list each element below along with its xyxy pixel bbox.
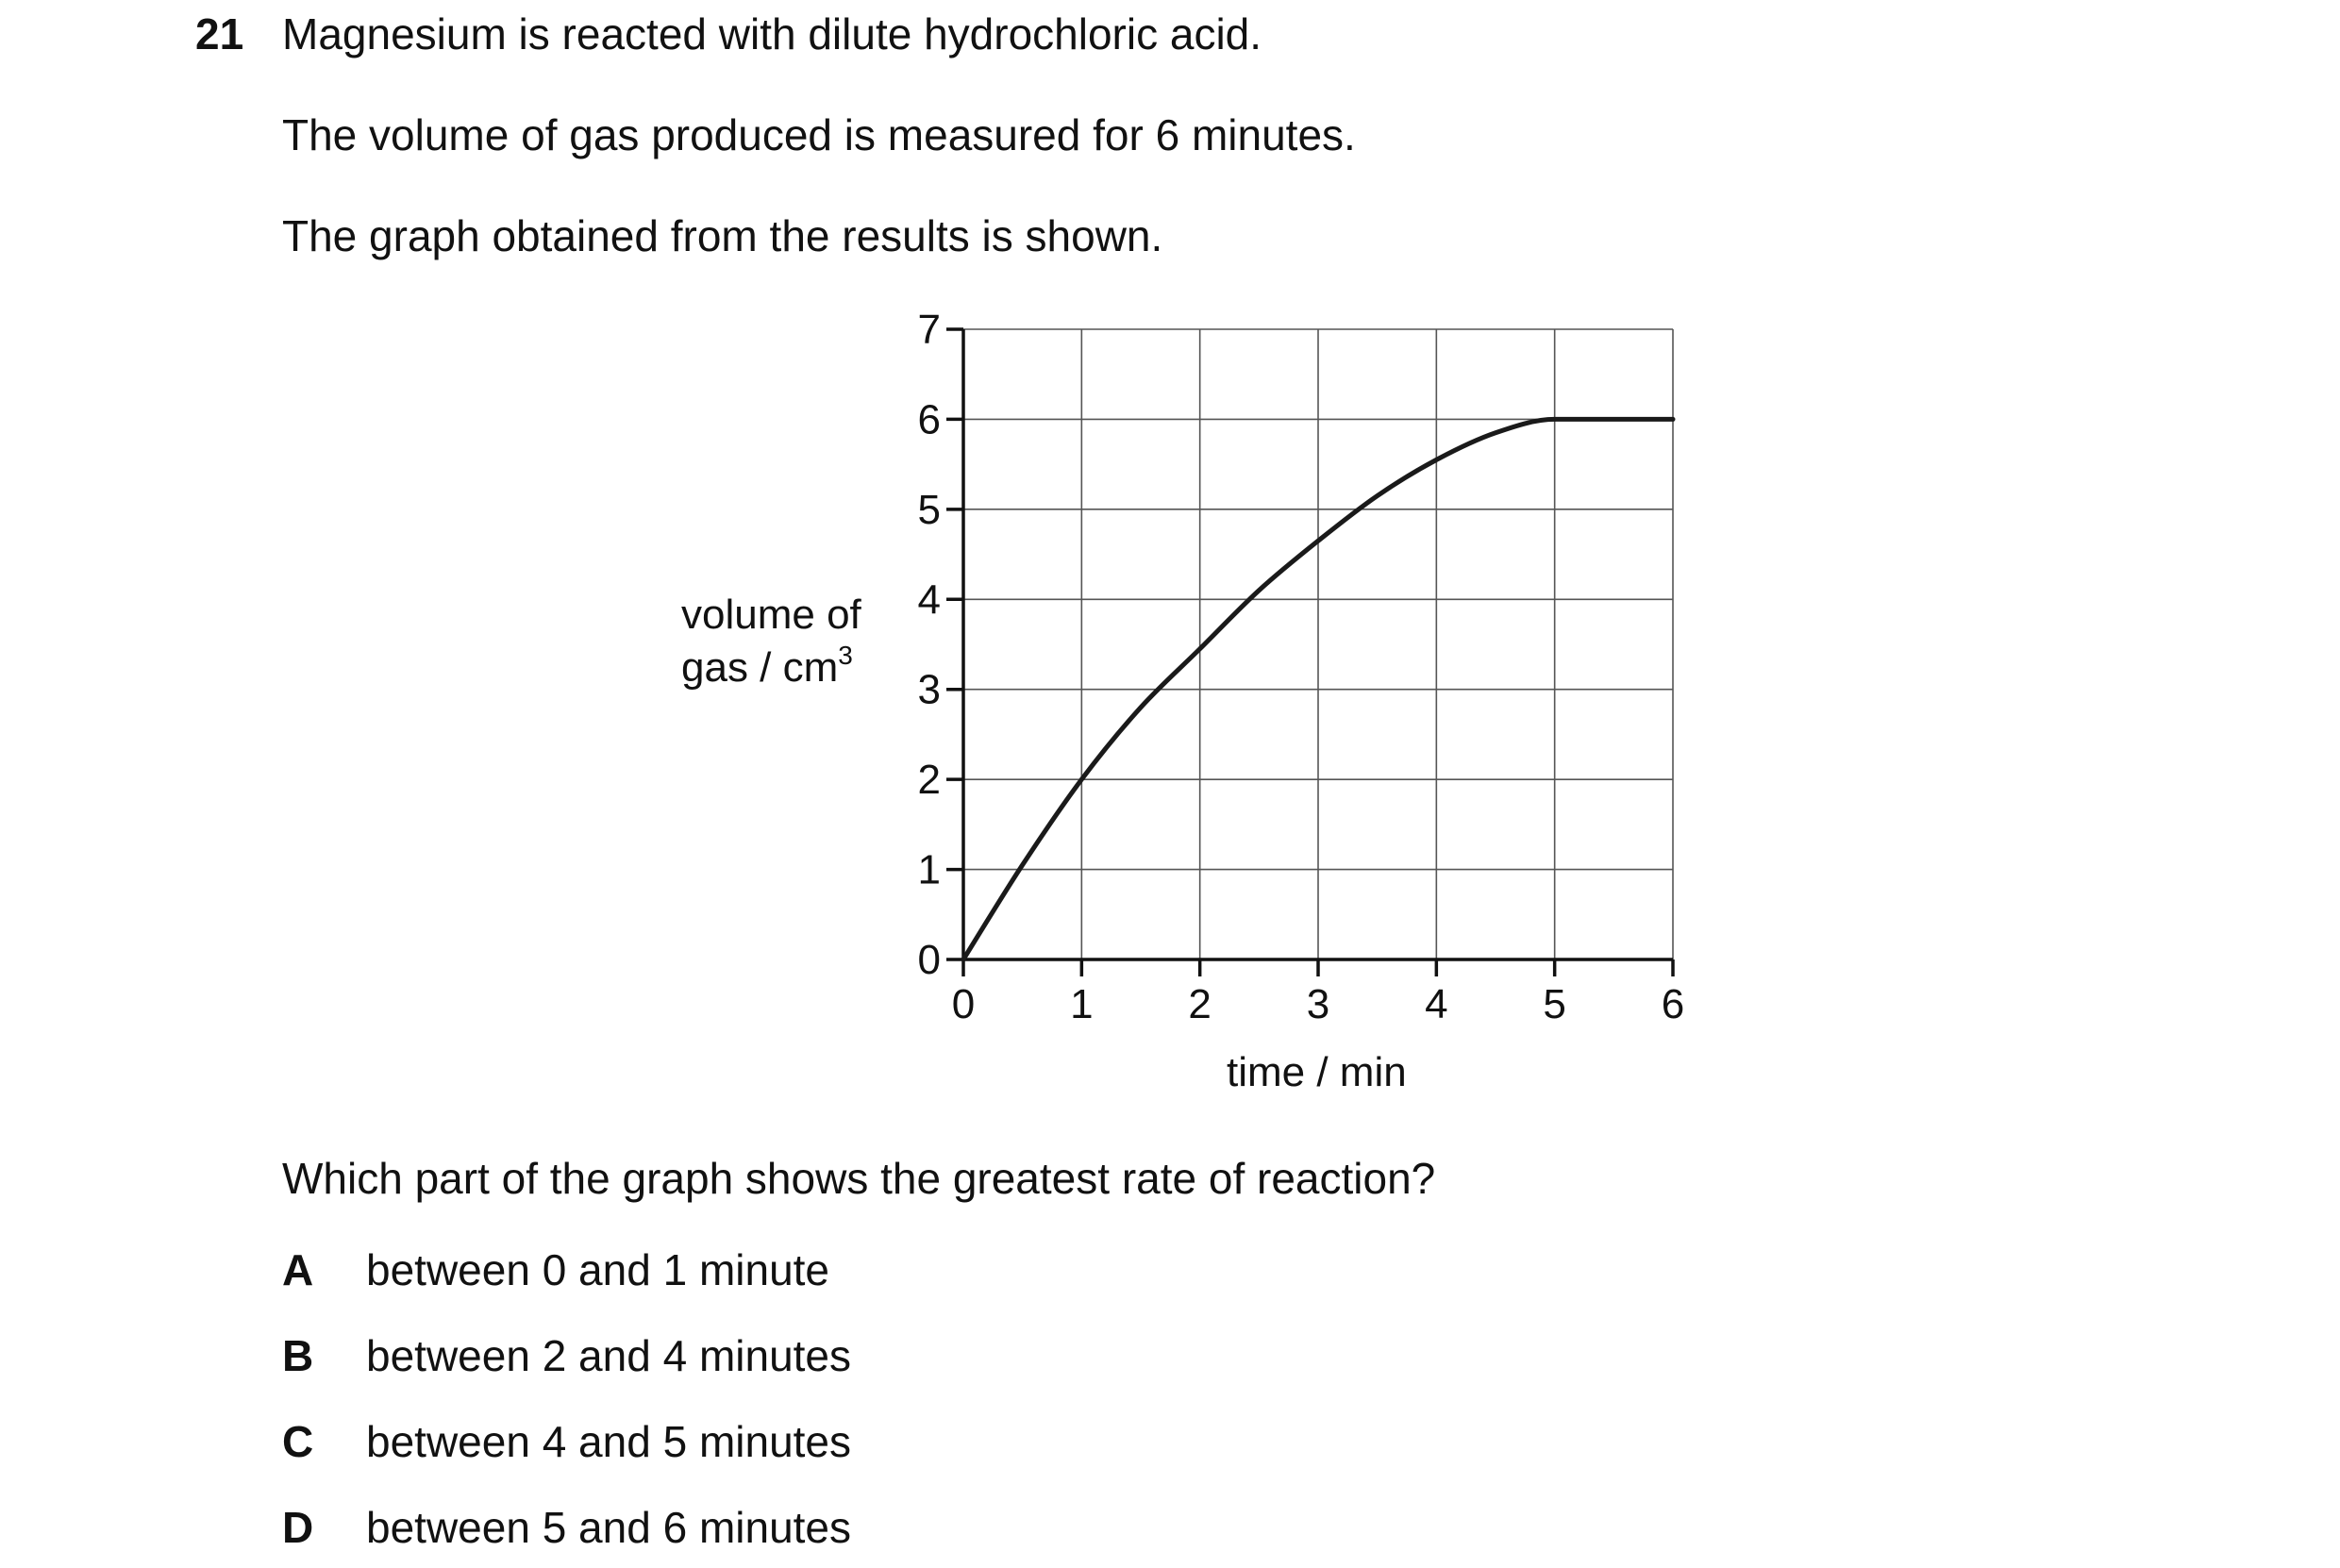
y-tick-label: 7	[917, 307, 941, 353]
option-letter: B	[282, 1331, 314, 1380]
y-tick-label: 4	[917, 576, 941, 624]
y-axis-label-unit: gas / cm	[681, 644, 839, 691]
question-prompt: Which part of the graph shows the greatest rate of reaction?	[282, 1154, 1436, 1203]
option-letter: D	[282, 1503, 314, 1552]
y-tick-label: 3	[917, 666, 941, 713]
y-tick-label: 1	[917, 846, 941, 893]
question-intro-line: Magnesium is reacted with dilute hydrochloric acid.	[282, 9, 1262, 58]
option-letter: A	[282, 1245, 314, 1294]
y-tick-label: 5	[917, 486, 941, 533]
y-tick-label: 6	[917, 396, 941, 443]
question-measurement-line: The volume of gas produced is measured for 6 minutes.	[282, 110, 1356, 159]
y-axis-label-line2	[681, 642, 861, 694]
y-tick-label: 0	[917, 937, 941, 983]
x-tick-label: 4	[1425, 981, 1448, 1027]
option-text: between 0 and 1 minute	[366, 1245, 830, 1294]
x-tick-label: 6	[1661, 981, 1685, 1027]
y-axis-label-superscript: 3	[838, 641, 853, 670]
option-letter: C	[282, 1417, 314, 1466]
x-tick-label: 3	[1306, 981, 1330, 1027]
x-tick-label: 1	[1070, 981, 1094, 1027]
option-text: between 2 and 4 minutes	[366, 1331, 852, 1380]
x-tick-label: 5	[1543, 981, 1566, 1027]
x-tick-label: 0	[951, 981, 976, 1027]
x-tick-label: 2	[1188, 981, 1212, 1027]
question-number: 21	[195, 9, 244, 58]
y-axis-label-line1: volume of	[681, 592, 861, 638]
y-tick-label: 2	[917, 757, 941, 804]
question-graph-line: The graph obtained from the results is shown.	[282, 211, 1163, 260]
option-text: between 4 and 5 minutes	[366, 1417, 852, 1466]
option-text: between 5 and 6 minutes	[366, 1503, 852, 1552]
x-axis-label: time / min	[1227, 1049, 1407, 1095]
y-axis-label	[681, 589, 861, 694]
